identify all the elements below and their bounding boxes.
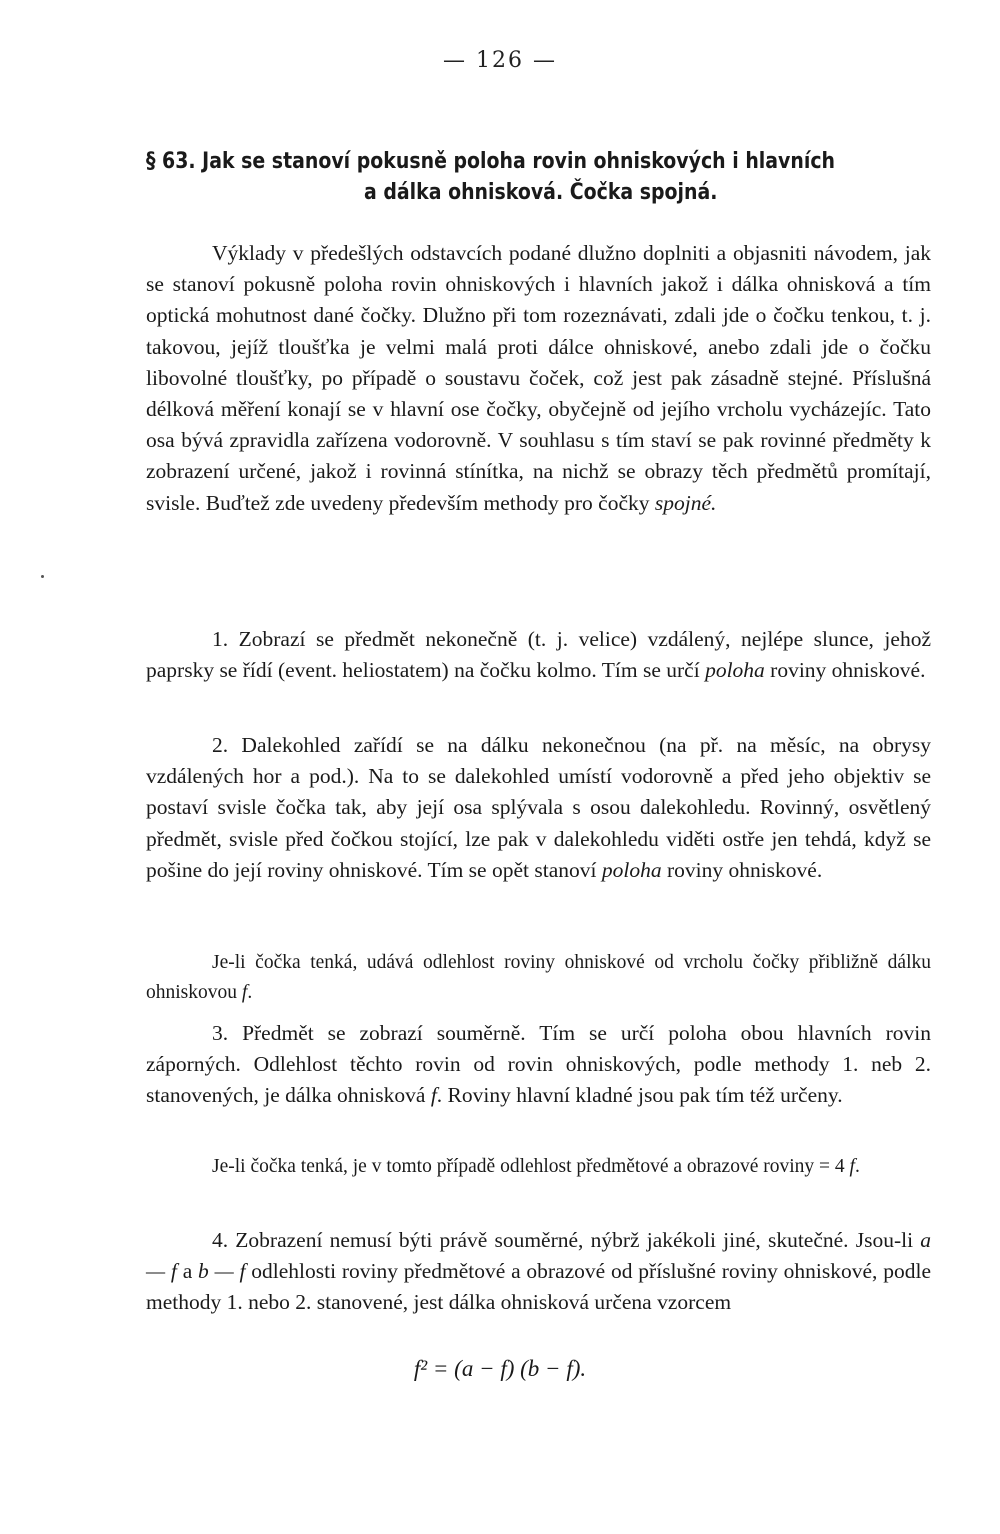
method-4-expr-a: a — f — [146, 1228, 931, 1284]
note-1-end: . — [247, 982, 253, 1003]
intro-text: Výklady v předešlých odstavcích podané dlužno doplniti a objasniti návodem, jak se stanoví pokusně poloha rovin ohniskových i hlavních jakož i dálka ohnisková a tím optická mohutnost dané čočky. Dlužno při tom rozeznávati, zdali jde o čočku tenkou, t. j. takovou, jejíž tloušťka je velmi malá proti dálce ohniskové, anebo zdali jde o čočku libovolné tloušťky, po případě o soustavu čoček, což jest pak zásadně stejné. Příslušná délková měření konají se v hlavní ose čočky, obyčejně od jejího vrcholu vycházejíc. Tato osa bývá zpravidla zařízena vodorovně. V souhlasu s tím staví se pak rovinné předměty k zobrazení určené, jakož i rovinná stínítka, na nichž se obrazy těch předmětů promítají, svisle. Buďtež zde uvedeny především methody pro čočky — [146, 241, 931, 515]
paragraph-method-4 — [146, 1225, 931, 1319]
note-2-end: . — [854, 1156, 860, 1177]
focal-length-formula — [0, 1356, 1000, 1382]
page-number: — 126 — — [443, 48, 557, 73]
method-4-text-a: 4. Zobrazení nemusí býti právě souměrné, nýbrž jakékoli jiné, skutečné. Jsou-li — [212, 1228, 921, 1252]
method-1-end: roviny ohniskové. — [764, 658, 926, 683]
note-1-text: Je-li čočka tenká, udává odlehlost roviny ohniskové od vrcholu čočky přibližně dálku ohniskovou — [146, 952, 931, 1003]
method-4-text-c: odlehlosti roviny předmětové a obrazové od příslušné roviny ohniskové, podle methody 1. nebo 2. stanovené, jest dálka ohnisková určena vzorcem — [146, 1259, 931, 1315]
formula-text: f² = (a − f) (b − f). — [413, 1356, 587, 1381]
method-3-symbol: f — [430, 1083, 437, 1108]
method-1-text: 1. Zobrazí se předmět nekonečně (t. j. velice) vzdálený, nejlépe slunce, jehož paprsky se řídí (event. heliostatem) na čočku kolmo. Tím se určí — [146, 627, 931, 683]
method-3-end: . Roviny hlavní kladné jsou pak tím též určeny. — [436, 1083, 843, 1108]
section-heading — [146, 146, 935, 208]
note-thin-lens-1 — [146, 948, 931, 1008]
margin-speck — [41, 575, 44, 578]
method-4-expr-b: b — f — [198, 1259, 246, 1284]
paragraph-intro — [146, 238, 931, 519]
heading-line-2: a dálka ohnisková. Čočka spojná. — [363, 180, 718, 205]
method-3-text: 3. Předmět se zobrazí souměrně. Tím se určí poloha obou hlavních rovin záporných. Odlehlost těchto rovin od rovin ohniskových, podle methody 1. neb 2. stanovených, je dálka ohnisková — [146, 1021, 931, 1108]
note-1-symbol: f — [241, 982, 248, 1003]
note-2-symbol: f — [849, 1156, 855, 1177]
method-2-end: roviny ohniskové. — [661, 857, 823, 882]
paragraph-method-1 — [146, 624, 931, 686]
heading-line-1: § 63. Jak se stanoví pokusně poloha rovin ohniskových i hlavních — [146, 149, 836, 174]
method-4-text-b: a — [176, 1259, 199, 1284]
method-2-emphasis: poloha — [601, 857, 662, 882]
intro-emphasis: spojné. — [654, 490, 717, 515]
paragraph-method-3 — [146, 1018, 931, 1112]
note-thin-lens-2 — [146, 1152, 931, 1182]
method-2-text: 2. Dalekohled zařídí se na dálku nekonečnou (na př. na měsíc, na obrysy vzdálených hor a pod.). Na to se dalekohled umístí vodorovně a před jeho objektiv se postaví svisle čočka tak, aby její osa splývala s osou dalekohledu. Rovinný, osvětlený předmět, svisle před čočkou stojící, lze pak v dalekohledu viděti ostře jen tehdá, když se pošine do její roviny ohniskové. Tím se opět stanoví — [146, 733, 931, 882]
paragraph-method-2 — [146, 730, 931, 886]
method-1-emphasis: poloha — [705, 658, 765, 683]
note-2-text: Je-li čočka tenká, je v tomto případě odlehlost předmětové a obrazové roviny = 4 — [212, 1156, 850, 1177]
